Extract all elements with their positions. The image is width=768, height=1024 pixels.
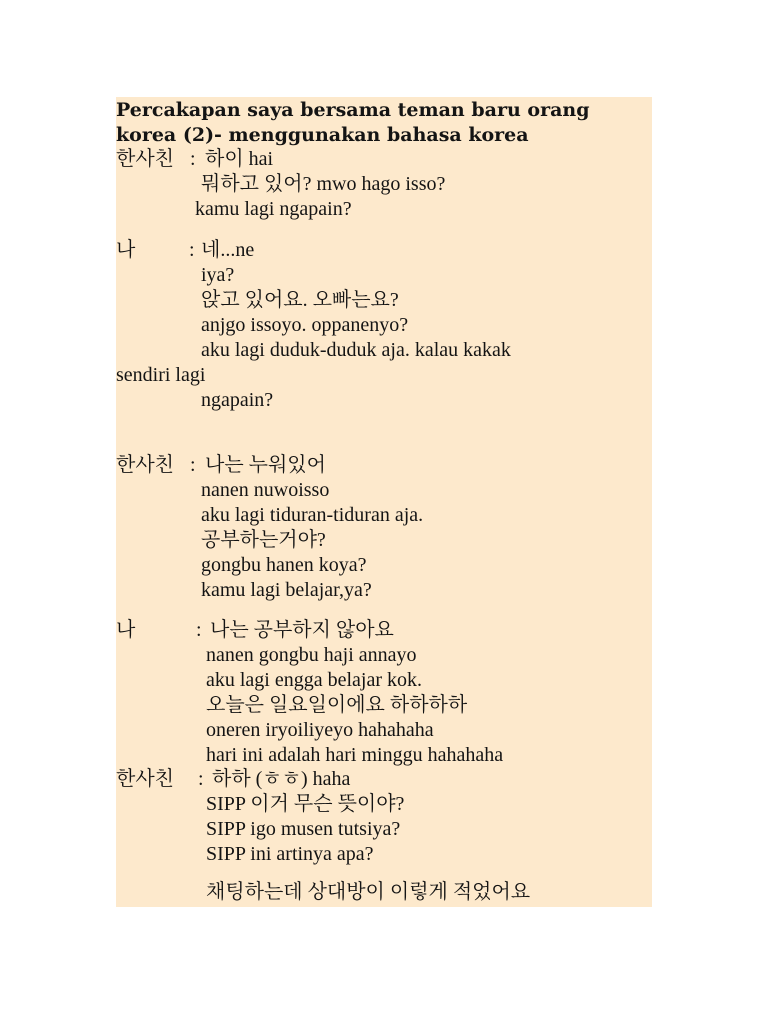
document-title-line-1: Percakapan saya bersama teman baru orang <box>116 99 590 121</box>
speaker-colon: : <box>196 619 202 641</box>
dialogue-line: kamu lagi belajar,ya? <box>201 579 372 601</box>
dialogue-line: 공부하는거야? <box>201 529 326 551</box>
dialogue-line: 하하 (ㅎㅎ) haha <box>212 768 351 790</box>
dialogue-line: anjgo issoyo. oppanenyo? <box>201 314 409 336</box>
speaker-label: 한사친 <box>116 148 174 170</box>
speaker-colon: : <box>198 768 204 790</box>
dialogue-line: ngapain? <box>201 389 274 411</box>
dialogue-line: nanen gongbu haji annayo <box>206 644 417 666</box>
dialogue-line: hari ini adalah hari minggu hahahaha <box>206 744 504 766</box>
dialogue-line: SIPP ini artinya apa? <box>206 843 374 865</box>
document-title-line-2: korea (2)- menggunakan bahasa korea <box>116 124 529 146</box>
dialogue-line: SIPP 이거 무슨 뜻이야? <box>206 793 405 815</box>
dialogue-line: 하이 hai <box>205 148 274 170</box>
dialogue-line: aku lagi engga belajar kok. <box>206 669 423 691</box>
dialogue-line: 나는 공부하지 않아요 <box>210 619 394 641</box>
speaker-label: 나 <box>116 239 136 261</box>
dialogue-line: SIPP igo musen tutsiya? <box>206 818 401 840</box>
dialogue-line: nanen nuwoisso <box>201 479 330 501</box>
speaker-colon: : <box>189 239 195 261</box>
dialogue-line: 나는 누워있어 <box>205 454 326 476</box>
dialogue-line: aku lagi duduk-duduk aja. kalau kakak <box>201 339 511 361</box>
dialogue-line: 채팅하는데 상대방이 이렇게 적었어요 <box>206 881 531 903</box>
speaker-label: 한사친 <box>116 768 174 790</box>
speaker-colon: : <box>190 454 196 476</box>
dialogue-line: 오늘은 일요일이에요 하하하하 <box>206 694 468 716</box>
speaker-colon: : <box>190 148 196 170</box>
dialogue-line: 네...ne <box>201 239 255 261</box>
dialogue-line: aku lagi tiduran-tiduran aja. <box>201 504 424 526</box>
speaker-label: 한사친 <box>116 454 174 476</box>
dialogue-line: oneren iryoiliyeyo hahahaha <box>206 719 434 741</box>
dialogue-line: kamu lagi ngapain? <box>195 198 352 220</box>
dialogue-line: 앉고 있어요. 오빠는요? <box>201 289 399 311</box>
speaker-label: 나 <box>116 619 136 641</box>
dialogue-line: 뭐하고 있어? mwo hago isso? <box>201 173 446 195</box>
dialogue-line: iya? <box>201 264 235 286</box>
dialogue-line: gongbu hanen koya? <box>201 554 367 576</box>
dialogue-line: sendiri lagi <box>116 364 206 386</box>
